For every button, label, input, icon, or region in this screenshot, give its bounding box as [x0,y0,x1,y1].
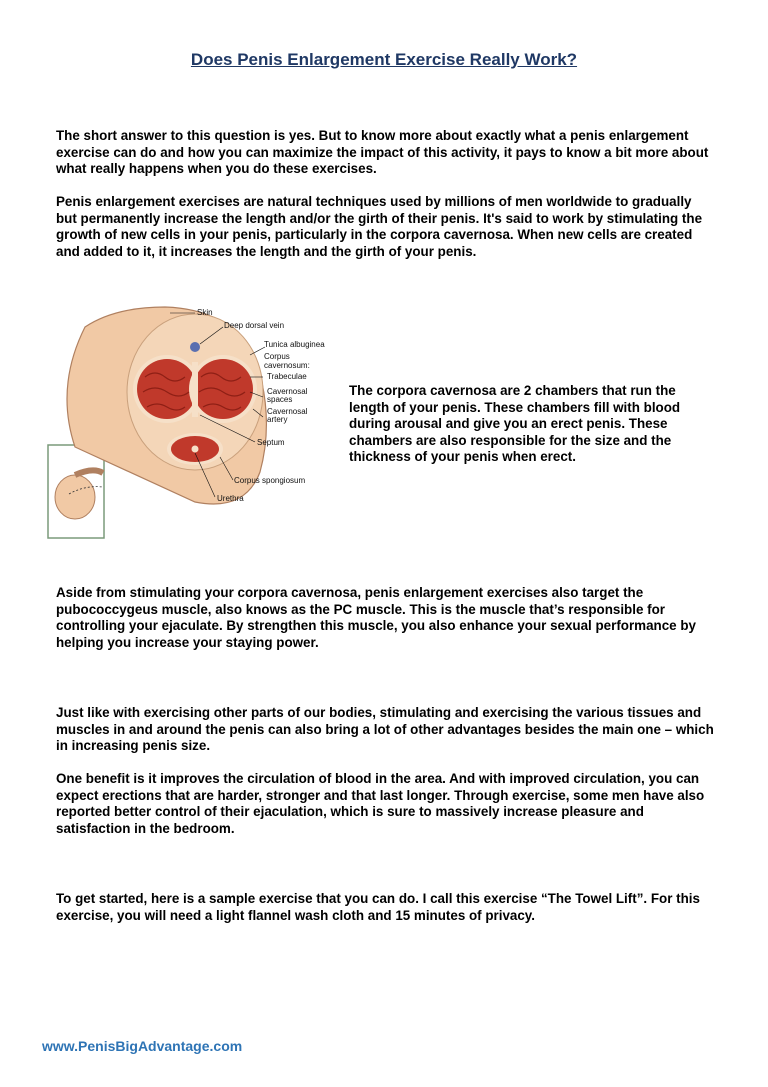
label-urethra: Urethra [217,494,244,503]
corpus-cavernosum-right [193,359,253,419]
label-cavernosal-spaces-2: spaces [267,395,293,404]
label-septum: Septum [257,438,285,447]
anatomy-diagram [45,297,338,542]
page-title: Does Penis Enlargement Exercise Really Work? [190,50,578,69]
label-corpus-cavernosum-1: Corpus [264,352,290,361]
footer-website-link[interactable]: www.PenisBigAdvantage.com [42,1038,243,1054]
corpus-cavernosum-left [137,359,197,419]
paragraph-circulation: One benefit is it improves the circulation of blood in the area. And with improved circulation, you can expect erections that are harder, stronger and that last longer. Through exercise, some men have also reported better control of their ejaculation, which is sure to massively increase pleasure and satisfaction in the bedroom. [56,771,705,836]
deep-dorsal-vein [190,342,200,352]
label-trabeculae: Trabeculae [267,372,307,381]
paragraph-pc-muscle: Aside from stimulating your corpora cavernosa, penis enlargement exercises also target the pubococcygeus muscle, also knows as the PC muscle. This is the muscle that’s responsible for controlling your ejaculate. By strengthen this muscle, you also enhance your sexual performance by helping you increase your staying power. [56,585,696,650]
label-skin: Skin [197,308,213,317]
label-cavernosal-artery-2: artery [267,415,288,424]
paragraph-towel-lift: To get started, here is a sample exercise that you can do. I call this exercise “The Towel Lift”. For this exercise, you will need a light flannel wash cloth and 15 minutes of privacy. [56,891,700,923]
paragraph-techniques: Penis enlargement exercises are natural techniques used by millions of men worldwide to gradually but permanently increase the length and/or the girth of their penis. It's said to work by stimulating the growth of new cells in your penis, particularly in the corpora cavernosa. When new cells are created and added to it, it increases the length and the girth of your penis. [56,194,703,259]
label-corpus-cavernosum-2: cavernosum: [264,361,310,370]
label-deep-dorsal-vein: Deep dorsal vein [224,321,285,330]
paragraph-advantages: Just like with exercising other parts of our bodies, stimulating and exercising the various tissues and muscles in and around the penis can also bring a lot of other advantages besides the main one – which in increasing penis size. [56,705,714,753]
paragraph-intro: The short answer to this question is yes. But to know more about exactly what a penis enlargement exercise can do and how you can maximize the impact of this activity, it pays to know a bit more about what really happens when you do these exercises. [56,128,709,176]
septum [192,362,198,417]
paragraph-corpora-cavernosa: The corpora cavernosa are 2 chambers that run the length of your penis. These chambers fill with blood during arousal and give you an erect penis. These chambers are also responsible for the size and the thickness of your penis when erect. [349,383,681,464]
label-cavernosal-spaces-1: Cavernosal [267,387,308,396]
penis-cross-section-illustration [45,297,338,542]
label-corpus-spongiosum: Corpus spongiosum [234,476,306,485]
inset-scrotum [55,475,95,519]
label-tunica-albuginea: Tunica albuginea [264,340,325,349]
urethra [192,446,199,453]
label-cavernosal-artery-1: Cavernosal [267,407,308,416]
